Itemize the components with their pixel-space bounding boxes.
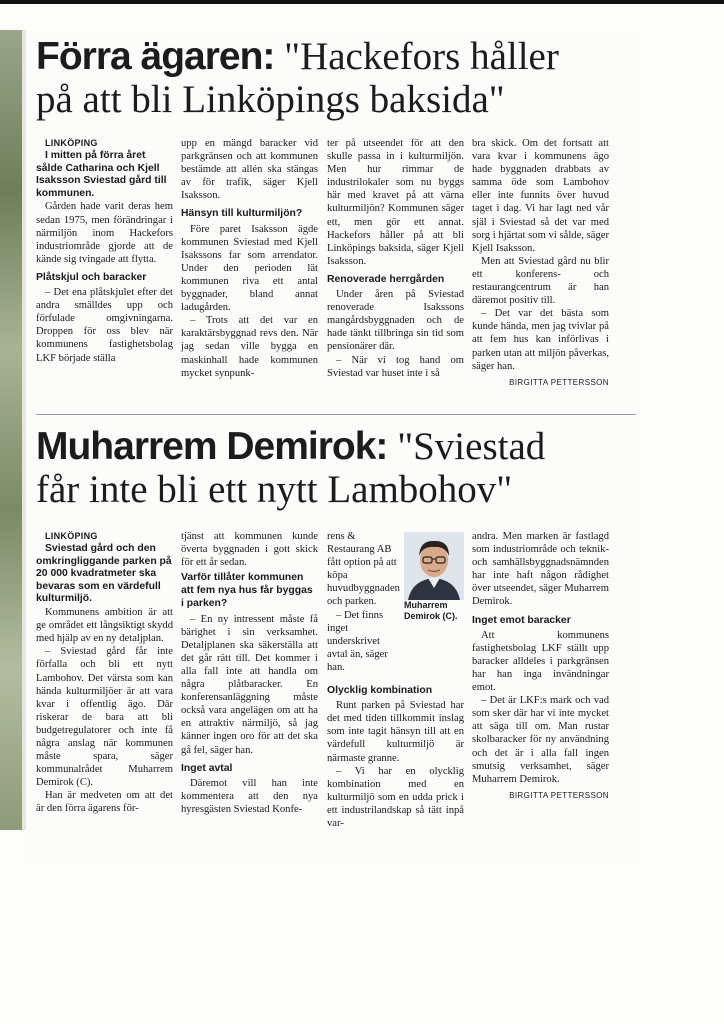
article-divider [36,414,636,415]
scan-border [0,0,724,4]
article2-subheading: Olycklig kombination [327,685,433,697]
article2-question: Varför tillåter kommunen att fem nya hus får byggas i parken? [181,572,313,610]
article1-byline: BIRGITTA PETTERSSON [509,377,609,387]
article2-subheading: Inget avtal [181,762,233,774]
article2-column-4 [472,530,609,802]
article2-paragraph: Att kommunens fastighetsbolag LKF ställt upp baracker alldeles i parkgränsen har han inga invändningar emot. [472,629,609,694]
article2-headline-line1: "Sviestad [397,425,546,468]
portrait-photo [404,532,464,600]
article1-paragraph: bra skick. Om det fortsatt att vara kvar i kommunens ägo hade byggnaden drabbats av samma öde som Lambohov eller inte funnits över huvud taget i dag. Vi har lagt ned vår själ i Sviestad så det var med sorg i hjärtat som vi sålde, säger Kjell Isaksson. [472,138,609,254]
article1-column-4 [472,137,609,389]
article1-headline-line1: "Hackefors håller [284,35,559,78]
article1-paragraph: – Det ena plåtskjulet efter det andra smälldes upp och förfulade omgivningarna. Droppen för oss blev när kommunens fastighetsbolag LKF började ställa [36,287,173,364]
article1-dateline: LINKÖPING [45,138,98,148]
article1-paragraph: Gården hade varit deras hem sedan 1975, men förändringar i närmiljön inom Hackefors industriområde gjorde att de kände sig tvingade att flytta. [36,201,173,265]
article2-byline: BIRGITTA PETTERSSON [509,790,609,800]
article1-headline [36,36,559,122]
article1-paragraph: Men att Sviestad gård nu blir ett konferens- och restaurangcentrum är han däremot positiv till. [472,255,609,307]
article1-headline-lead: Förra ägaren: [36,35,275,78]
article2-headline-lead: Muharrem Demirok: [36,425,388,468]
article2-paragraph: tjänst att kommunen kunde överta byggnaden i gott skick för ett år sedan. [181,531,318,569]
article2-subheading: Inget emot baracker [472,614,571,626]
article2-paragraph: – Det är LKF:s mark och vad som sker där har vi inte mycket att säga till om. Man rustar skolbaracker för ny användning och det är i alla fall ingen smutsig verksamhet, säger Muharrem Demirok. [472,695,609,785]
portrait-caption: Muharrem Demirok (C). [404,600,458,621]
article1-paragraph: ter på utseendet för att den skulle passa in i kulturmiljön. Men hur rimmar de industrilokaler som nu byggs här med kravet på att värna kulturmiljön? Kommunen säger ett, men gör ett annat. Hackefors håller på att bli Linköpings baksida, säger Kjell Isaksson. [327,138,464,267]
article1-ingress: I mitten på förra året sålde Catharina och Kjell Isaksson Sviestad gård till kommunen. [36,150,167,199]
article2-paragraph: – Vi har en olycklig kombination med en kulturmiljö som en udda prick i ett industrilandskap så tätt inpå var- [327,765,464,829]
article1-paragraph: Före paret Isaksson ägde kommunen Sviestad med Kjell Isakssons far som arrendator. Under den perioden lät kommunen riva ett antal byggnader, bland annat ladugården. [181,223,318,314]
article2-paragraph: Runt parken på Sviestad har det med tiden tillkommit inslag som inte tagit hänsyn till att en värdefull kulturmiljö är närmaste granne. [327,700,464,764]
article2-photo-block [327,530,464,674]
article2-column-2 [181,530,318,816]
article2-paragraph: – Sviestad gård får inte förfalla och bli ett nytt Lambohov. Det värsta som kan hända kulturmiljöer är att vara kvar i offentlig ägo. Där riskerar de bara att bli budgetregulatorer och inte få några anslag när kommunen måste spara, säger kommunalrådet Muharrem Demirok (C). [36,646,173,789]
article2-paragraph: Han är medveten om att det är den förra ägarens för- [36,790,173,815]
article2-column-3 [327,530,464,830]
article2-paragraph: Däremot vill han inte kommentera att den nya hyresgästen Sviestad Konfe- [181,777,318,815]
article2-headline [36,426,545,512]
article2-paragraph: – En ny intressent måste få bärighet i sin verksamhet. Detaljplanen ska säkerställa att det går rätt till. Det kommer i alla fall inte att handla om några plåtbaracker. En konferensanläggning måste också vara angelägen om att ha en attraktiv närmiljö, så jag känner ingen oro för att det ska gå fel, säger han. [181,613,318,756]
article1-subheading: Plåtskjul och baracker [36,271,147,283]
article2-dateline: LINKÖPING [45,531,98,541]
article1-column-3 [327,137,464,380]
article2-headline-line2: får inte bli ett nytt Lambohov" [36,467,513,511]
article1-paragraph: – Det var det bästa som kunde hända, men jag tvivlar på att fem hus kan införlivas i parken utan att miljön påverkas, säger han. [472,308,609,372]
article2-paragraph: rens & Restaurang AB fått option på att köpa huvudbyggnaden och parken. [327,531,400,608]
article2-paragraph: Kommunens ambition är att ge området ett långsiktigt skydd med hjälp av en ny detaljplan. [36,607,173,645]
article2-ingress: Sviestad gård och den omkringliggande parken på 20 000 kvadratmeter ska bevaras som en värdefull kulturmiljö. [36,543,172,605]
article2-paragraph: – Det finns inget underskrivet avtal än, säger han. [327,609,388,673]
portrait-image [404,532,464,600]
article1-column-1 [36,137,173,365]
adjacent-photo-edge [0,30,22,830]
article2-paragraph: andra. Men marken är fastlagd som industriområde och teknik- och samhällsbyggnadsnämnden har inte haft någon rådighet över utseendet, säger Muharrem Demirok. [472,531,609,608]
article1-column-2 [181,137,318,380]
article1-subheading: Hänsyn till kulturmiljön? [181,208,303,220]
article2-column-1 [36,530,173,816]
article1-paragraph: – När vi tog hand om Sviestad var huset inte i så [327,354,464,379]
article1-paragraph: Under åren på Sviestad renoverade Isakssons mangårdsbyggnaden och de hade tänkt tillbringa sin tid som pensionärer där. [327,289,464,353]
article1-paragraph: – Trots att det var en karaktärsbyggnad revs den. När jag sedan ville bygga en maskinhall hade kommunen mycket synpunk- [181,315,318,379]
article1-subheading: Renoverade herrgården [327,273,445,285]
article1-headline-line2: på att bli Linköpings baksida" [36,77,505,121]
article1-paragraph: upp en mängd baracker vid parkgränsen och att kommunen bestämde att allén ska stängas av för trafik, säger Kjell Isaksson. [181,138,318,202]
